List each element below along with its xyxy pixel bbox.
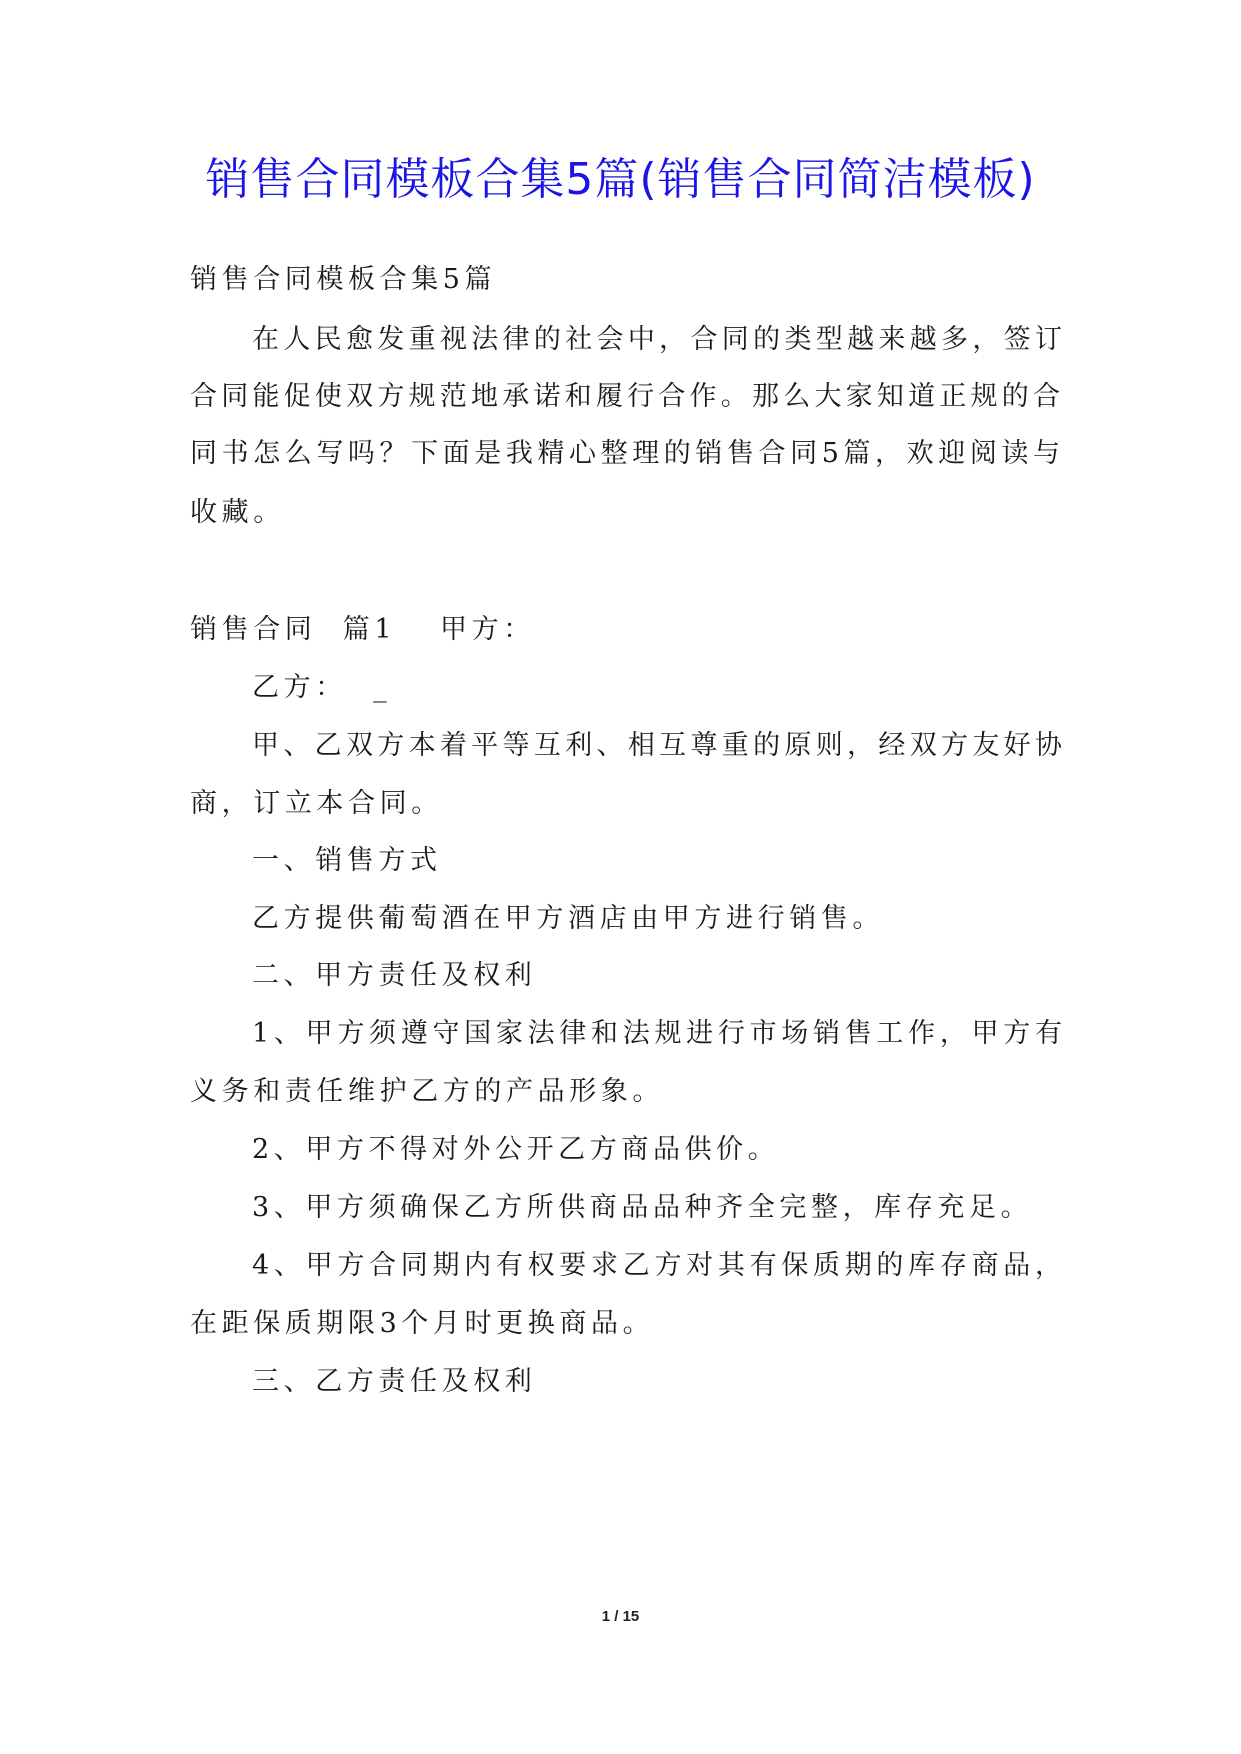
paragraph-1-line-1: 甲、乙双方本着平等互利、相互尊重的原则，经双方友好协 [252, 730, 1062, 761]
item-4-line-2: 在距保质期限3个月时更换商品。 [190, 1308, 655, 1339]
heading-party-b-duties: 三、乙方责任及权利 [252, 1366, 537, 1397]
paragraph-2: 乙方提供葡萄酒在甲方酒店由甲方进行销售。 [252, 903, 884, 934]
intro-line-2: 合同能促使双方规范地承诺和履行合作。那么大家知道正规的合 [190, 381, 1060, 412]
item-2: 2、甲方不得对外公开乙方商品供价。 [252, 1134, 780, 1165]
section-heading: 销售合同 篇1 [190, 614, 397, 645]
paragraph-1-line-2: 商，订立本合同。 [190, 788, 443, 819]
item-1-line-1: 1、甲方须遵守国家法律和法规进行市场销售工作，甲方有 [252, 1018, 1062, 1049]
item-4-line-1: 4、甲方合同期内有权要求乙方对其有保质期的库存商品， [252, 1250, 1062, 1281]
heading-party-a-duties: 二、甲方责任及权利 [252, 960, 537, 991]
intro-line-4: 收藏。 [190, 497, 285, 528]
intro-line-3: 同书怎么写吗？下面是我精心整理的销售合同5篇，欢迎阅读与 [190, 438, 1060, 469]
intro-line-1: 在人民愈发重视法律的社会中，合同的类型越来越多，签订 [252, 324, 1062, 355]
heading-sales-method: 一、销售方式 [252, 845, 442, 876]
document-title: 销售合同模板合集5篇(销售合同简洁模板) [205, 154, 1036, 205]
page-number: 1 / 15 [601, 1608, 640, 1625]
party-b-label: 乙方： _ [252, 672, 392, 703]
item-3: 3、甲方须确保乙方所供商品品种齐全完整，库存充足。 [252, 1192, 1033, 1223]
subtitle: 销售合同模板合集5篇 [190, 264, 497, 295]
party-a-label: 甲方： [440, 614, 535, 645]
item-1-line-2: 义务和责任维护乙方的产品形象。 [190, 1076, 664, 1107]
